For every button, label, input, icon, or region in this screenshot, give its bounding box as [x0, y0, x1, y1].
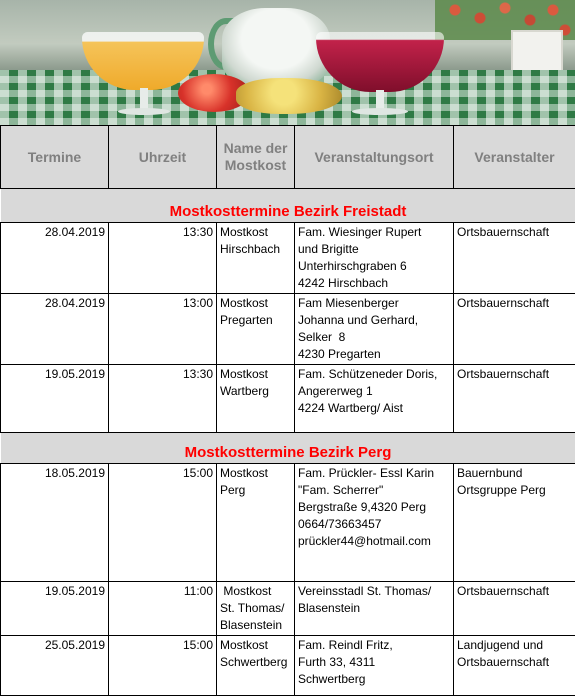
- organizer-line: Landjugend und: [457, 637, 572, 654]
- glass-base: [118, 108, 170, 115]
- place-line: Blasenstein: [298, 600, 450, 617]
- name-cell: [217, 223, 295, 294]
- glass-stem: [140, 88, 148, 110]
- time-cell: 15:00: [109, 464, 217, 582]
- place-line: Vereinsstadl St. Thomas/: [298, 583, 450, 600]
- organizer-cell: [454, 464, 575, 582]
- cider-jug: [222, 8, 330, 86]
- time-cell: 11:00: [109, 582, 217, 636]
- place-line: Fam. Prückler- Essl Karin: [298, 465, 450, 482]
- glass-stem: [376, 90, 384, 110]
- organizer-cell: [454, 294, 575, 365]
- pear: [236, 78, 342, 114]
- name-line: Blasenstein: [220, 617, 291, 634]
- table-row: [1, 223, 575, 294]
- place-line: "Fam. Scherrer": [298, 482, 450, 499]
- organizer-line: Ortsgruppe Perg: [457, 482, 572, 499]
- organizer-cell: [454, 223, 575, 294]
- name-line: Wartberg: [220, 383, 291, 400]
- place-line: Selker 8: [298, 329, 450, 346]
- name-cell: [217, 294, 295, 365]
- time-cell: 15:00: [109, 636, 217, 696]
- name-line: Mostkost: [220, 295, 291, 312]
- organizer-line: Ortsbauernschaft: [457, 295, 572, 312]
- place-cell: [295, 582, 454, 636]
- place-line: 4224 Wartberg/ Aist: [298, 400, 450, 417]
- date-cell: 28.04.2019: [1, 223, 109, 294]
- name-line: Hirschbach: [220, 241, 291, 258]
- place-line: Johanna und Gerhard,: [298, 312, 450, 329]
- organizer-cell: [454, 365, 575, 433]
- time-cell: 13:00: [109, 294, 217, 365]
- header-termine: Termine: [1, 126, 109, 189]
- place-cell: [295, 464, 454, 582]
- organizer-cell: [454, 636, 575, 696]
- place-line: und Brigitte: [298, 241, 450, 258]
- place-line: Fam. Wiesinger Rupert: [298, 224, 450, 241]
- header-photo: [0, 0, 575, 125]
- table-row: [1, 365, 575, 433]
- organizer-line: Ortsbauernschaft: [457, 654, 572, 671]
- place-line: Fam Miesenberger: [298, 295, 450, 312]
- organizer-line: Ortsbauernschaft: [457, 224, 572, 241]
- name-line: Mostkost: [220, 583, 291, 600]
- name-line: Mostkost: [220, 637, 291, 654]
- name-line: Mostkost: [220, 224, 291, 241]
- name-cell: [217, 636, 295, 696]
- section-header: [1, 189, 575, 223]
- place-cell: [295, 636, 454, 696]
- organizer-line: Ortsbauernschaft: [457, 583, 572, 600]
- header-uhrzeit: Uhrzeit: [109, 126, 217, 189]
- date-cell: 25.05.2019: [1, 636, 109, 696]
- place-cell: [295, 223, 454, 294]
- organizer-cell: [454, 582, 575, 636]
- header-veranstalter: Veranstalter: [454, 126, 575, 189]
- section-title: Mostkosttermine Bezirk Freistadt: [1, 189, 575, 223]
- table-row: [1, 582, 575, 636]
- name-cell: [217, 464, 295, 582]
- name-line: Pregarten: [220, 312, 291, 329]
- time-cell: 13:30: [109, 365, 217, 433]
- date-cell: 18.05.2019: [1, 464, 109, 582]
- name-line: Schwertberg: [220, 654, 291, 671]
- place-line: Angererweg 1: [298, 383, 450, 400]
- name-cell: [217, 582, 295, 636]
- place-line: 4230 Pregarten: [298, 346, 450, 363]
- place-line: prückler44@hotmail.com: [298, 533, 450, 550]
- time-cell: 13:30: [109, 223, 217, 294]
- table-row: [1, 636, 575, 696]
- date-cell: 19.05.2019: [1, 582, 109, 636]
- name-line: Perg: [220, 482, 291, 499]
- events-table: [0, 125, 575, 696]
- name-line: Mostkost: [220, 465, 291, 482]
- date-cell: 28.04.2019: [1, 294, 109, 365]
- header-veranstaltungsort: Veranstaltungsort: [295, 126, 454, 189]
- glass-base: [352, 108, 408, 115]
- table-row: [1, 294, 575, 365]
- place-cell: [295, 365, 454, 433]
- place-line: Schwertberg: [298, 671, 450, 688]
- header-name: Name der Mostkost: [217, 126, 295, 189]
- place-line: 0664/73663457: [298, 516, 450, 533]
- place-cell: [295, 294, 454, 365]
- section-title: Mostkosttermine Bezirk Perg: [1, 433, 575, 464]
- place-line: Unterhirschgraben 6: [298, 258, 450, 275]
- date-cell: 19.05.2019: [1, 365, 109, 433]
- table-row: [1, 464, 575, 582]
- name-line: St. Thomas/: [220, 600, 291, 617]
- place-line: Fam. Schützeneder Doris,: [298, 366, 450, 383]
- header-row: [1, 126, 575, 189]
- name-line: Mostkost: [220, 366, 291, 383]
- place-line: Furth 33, 4311: [298, 654, 450, 671]
- place-line: 4242 Hirschbach: [298, 275, 450, 292]
- place-line: Fam. Reindl Fritz,: [298, 637, 450, 654]
- organizer-line: Ortsbauernschaft: [457, 366, 572, 383]
- section-header: [1, 433, 575, 464]
- place-line: Bergstraße 9,4320 Perg: [298, 499, 450, 516]
- name-cell: [217, 365, 295, 433]
- organizer-line: Bauernbund: [457, 465, 572, 482]
